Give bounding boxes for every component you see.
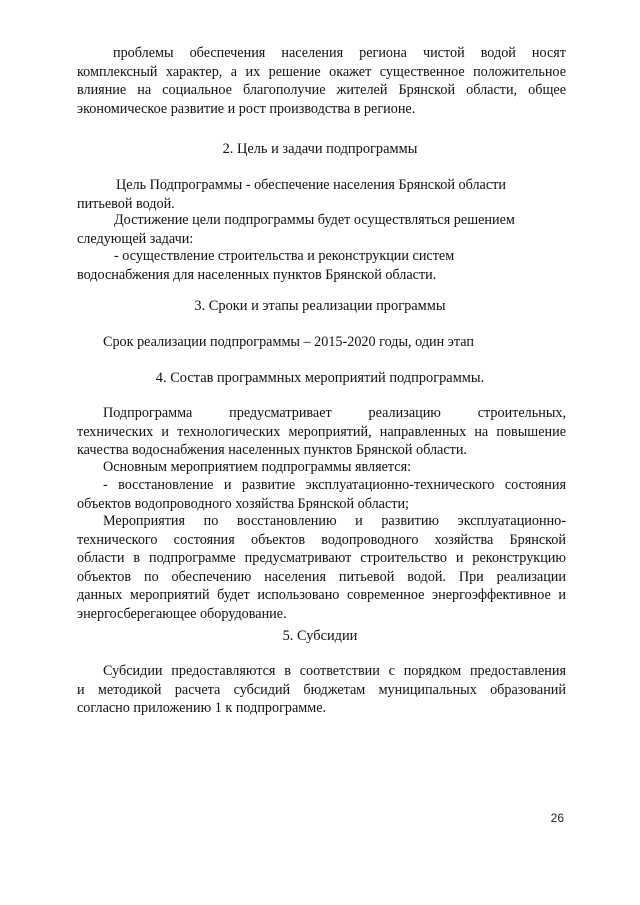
subsidies-paragraph — [77, 662, 566, 718]
achieve-paragraph — [77, 211, 566, 248]
task-line: - осуществление строительства и реконструкции систем — [114, 248, 455, 264]
intro-line: проблемы обеспечения населения региона чистой водой носят — [113, 45, 566, 61]
measures-line: объектов по обеспечению населения питьевой водой. При реализации — [77, 568, 566, 585]
measures-paragraph-3 — [77, 476, 566, 513]
measures-line: - восстановление и развитие эксплуатационно-технического состояния — [103, 477, 566, 493]
subsidies-line: согласно приложению 1 к подпрограмме. — [77, 700, 327, 716]
task-line: водоснабжения для населенных пунктов Брянской области. — [77, 266, 437, 283]
measures-line: качества водоснабжения населенных пунктов Брянской области. — [77, 442, 467, 458]
section-4-heading: 4. Состав программных мероприятий подпрограммы. — [155, 370, 485, 386]
achieve-line: следующей задачи: — [77, 230, 194, 247]
section-5-heading: 5. Субсидии — [282, 628, 358, 644]
section-2-heading: 2. Цель и задачи подпрограммы — [222, 141, 418, 157]
measures-line: Мероприятия по восстановлению и развитию эксплуатационно- — [103, 513, 566, 529]
achieve-line: Достижение цели подпрограммы будет осуществляться решением — [114, 212, 515, 228]
subsidies-line: Субсидии предоставляются в соответствии с порядком предоставления — [103, 663, 566, 679]
page-number: 26 — [550, 811, 564, 825]
goal-paragraph — [77, 176, 566, 213]
measures-line: области в подпрограмме предусматривают строительство и реконструкцию — [77, 550, 566, 566]
term-line: Срок реализации подпрограммы – 2015-2020 годы, один этап — [103, 334, 474, 350]
section-3-heading: 3. Сроки и этапы реализации программы — [194, 298, 446, 314]
intro-line: влияние на социальное благополучие жителей Брянской области, общее — [77, 82, 566, 98]
measures-line: данных мероприятий будет использовано современное энергоэффективное и — [77, 587, 566, 603]
measures-line: Подпрограмма предусматривает реализацию строительных, — [103, 405, 566, 421]
measures-paragraph-2 — [77, 458, 566, 477]
intro-line: комплексный характер, а их решение окажет существенное положительное — [77, 63, 566, 80]
goal-line: питьевой водой. — [77, 195, 175, 212]
intro-line: экономическое развитие и рост производства в регионе. — [77, 100, 416, 117]
subsidies-line: и методикой расчета субсидий бюджетам муниципальных образований — [77, 681, 566, 698]
measures-paragraph-1 — [77, 404, 566, 460]
intro-paragraph — [77, 44, 566, 118]
measures-line: технического состояния объектов водопроводного хозяйства Брянской — [77, 531, 566, 548]
task-paragraph — [77, 247, 566, 284]
measures-line: Основным мероприятием подпрограммы является: — [103, 459, 412, 475]
measures-line: энергосберегающее оборудование. — [77, 605, 287, 622]
measures-line: технических и технологических мероприятий, направленных на повышение — [77, 423, 566, 440]
goal-line: Цель Подпрограммы - обеспечение населения Брянской области — [116, 177, 506, 193]
measures-paragraph-4 — [77, 512, 566, 623]
term-paragraph — [77, 333, 566, 352]
measures-line: объектов водопроводного хозяйства Брянской области; — [77, 495, 409, 512]
